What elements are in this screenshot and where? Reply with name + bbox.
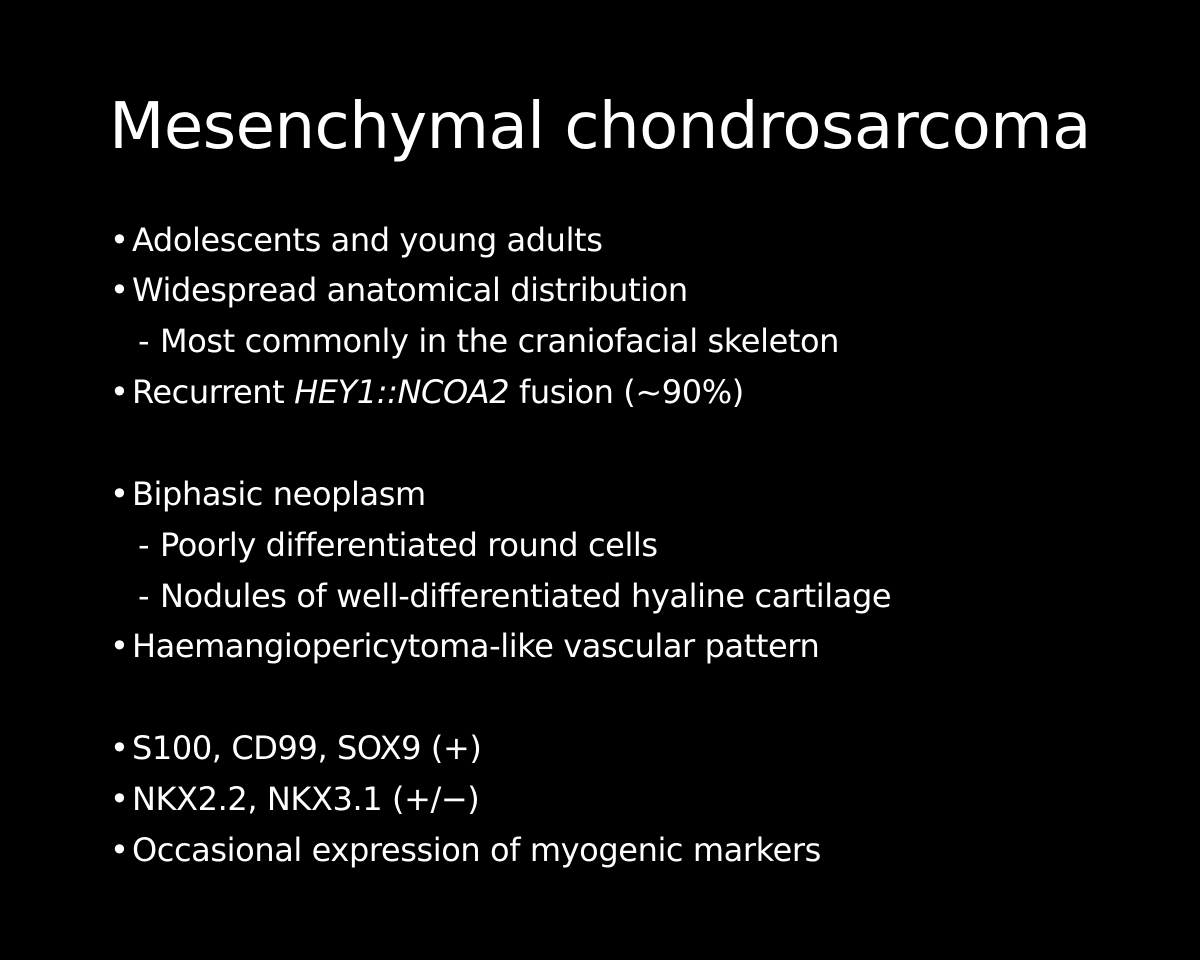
bullet-text: Widespread anatomical distribution bbox=[132, 271, 688, 309]
sub-text: Most commonly in the craniofacial skeleton bbox=[160, 322, 840, 360]
sub-text: Poorly differentiated round cells bbox=[160, 526, 658, 564]
fusion-gene: HEY1::NCOA2 bbox=[294, 373, 510, 411]
bullet-item-positive-markers bbox=[110, 728, 481, 768]
bullet-item-vascular bbox=[110, 626, 819, 666]
bullet-item-distribution bbox=[110, 270, 688, 310]
fusion-suffix: fusion (~90%) bbox=[509, 373, 744, 411]
bullet-icon: • bbox=[110, 373, 129, 411]
bullet-item-variable-markers bbox=[110, 779, 479, 819]
bullet-text: Biphasic neoplasm bbox=[132, 475, 426, 513]
bullet-icon: • bbox=[110, 780, 129, 818]
fusion-prefix: Recurrent bbox=[132, 373, 295, 411]
bullet-text: Adolescents and young adults bbox=[132, 221, 603, 259]
bullet-icon: • bbox=[110, 729, 129, 767]
dash-icon: - bbox=[138, 322, 150, 360]
bullet-item-myogenic bbox=[110, 830, 821, 870]
sub-item-cartilage bbox=[138, 576, 891, 616]
sub-item-craniofacial bbox=[138, 321, 839, 361]
bullet-text: Occasional expression of myogenic markers bbox=[132, 831, 821, 869]
bullet-text: Haemangiopericytoma-like vascular pattern bbox=[132, 627, 820, 665]
bullet-icon: • bbox=[110, 271, 129, 309]
dash-icon: - bbox=[138, 577, 150, 615]
bullet-icon: • bbox=[110, 831, 129, 869]
dash-icon: - bbox=[138, 526, 150, 564]
bullet-icon: • bbox=[110, 221, 129, 259]
bullet-item-fusion bbox=[110, 372, 744, 412]
bullet-item-age bbox=[110, 220, 602, 260]
slide-title: Mesenchymal chondrosarcoma bbox=[109, 90, 1091, 164]
sub-item-round-cells bbox=[138, 525, 658, 565]
bullet-text: NKX2.2, NKX3.1 (+/−) bbox=[132, 780, 480, 818]
bullet-text: S100, CD99, SOX9 (+) bbox=[132, 729, 482, 767]
bullet-icon: • bbox=[110, 627, 129, 665]
sub-text: Nodules of well-differentiated hyaline cartilage bbox=[160, 577, 892, 615]
bullet-icon: • bbox=[110, 475, 129, 513]
bullet-item-biphasic bbox=[110, 474, 426, 514]
